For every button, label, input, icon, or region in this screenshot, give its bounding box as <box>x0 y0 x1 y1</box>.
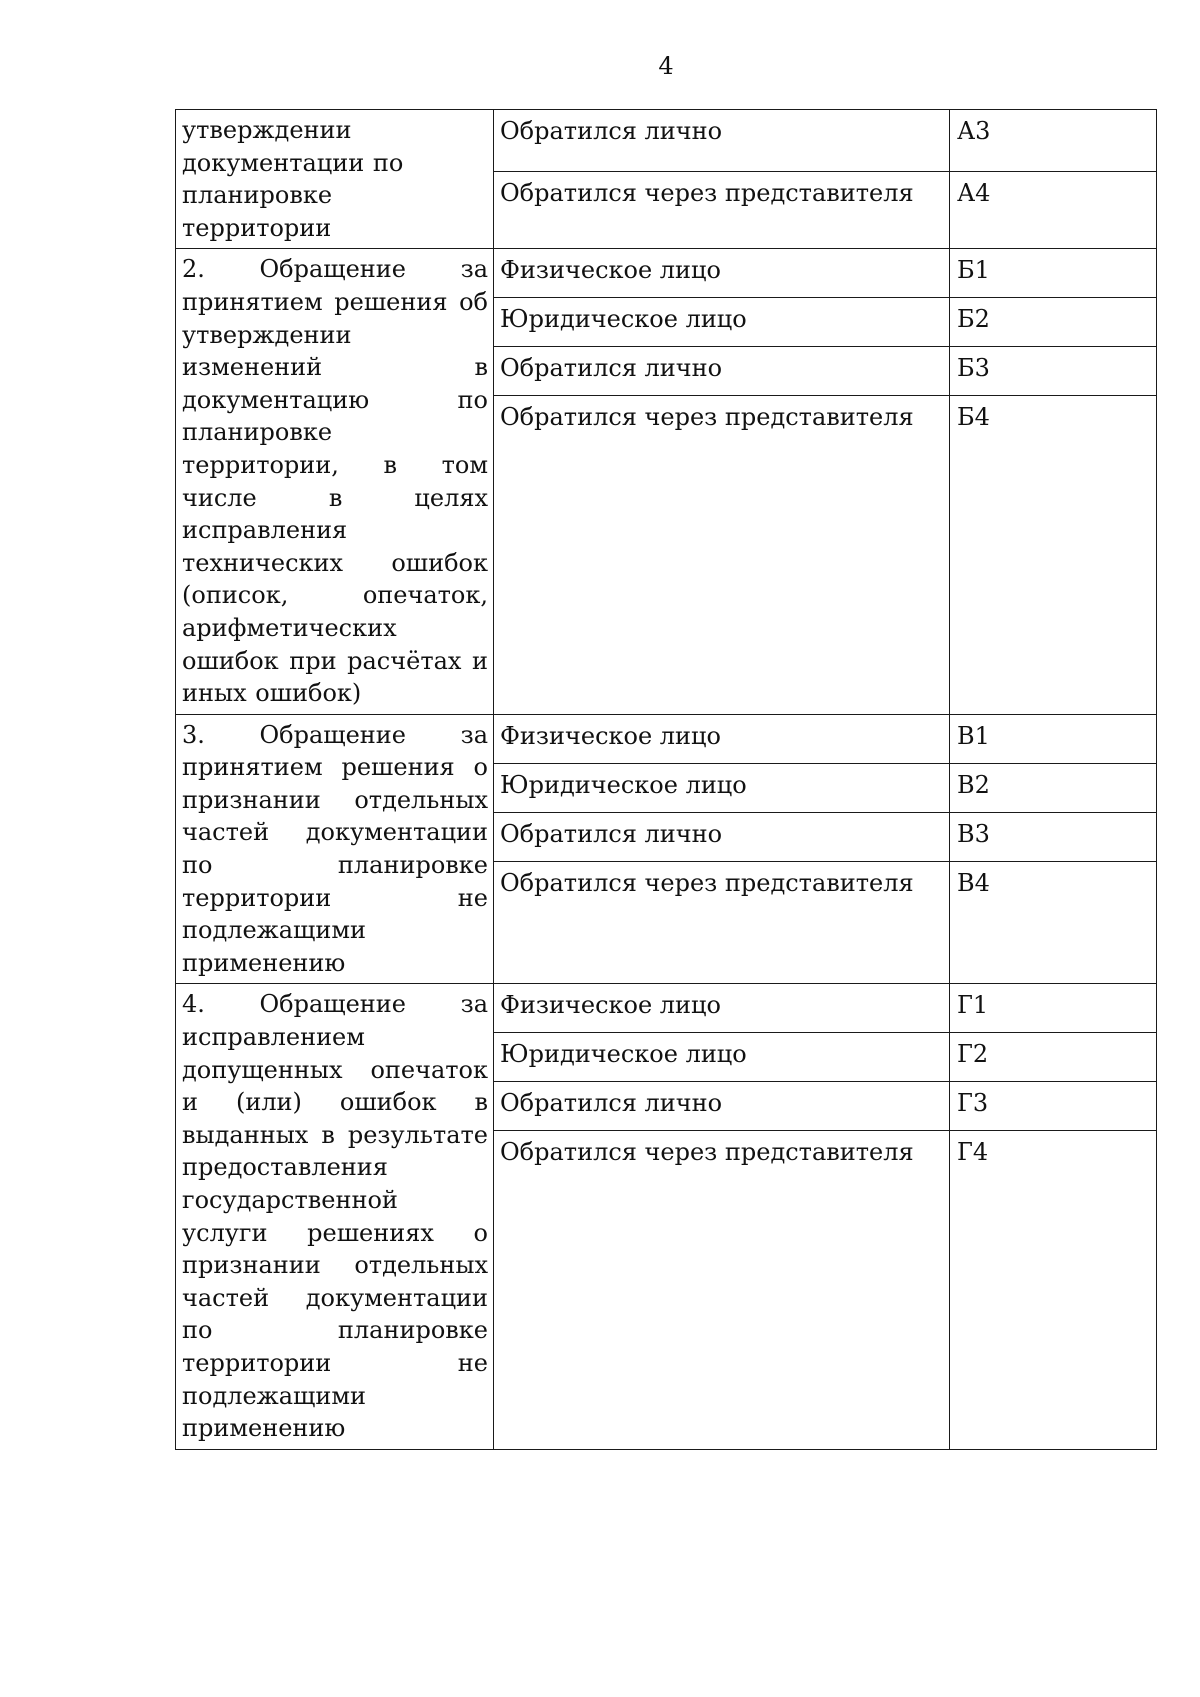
applicant-attribute-cell: Обратился через представителя <box>494 396 950 714</box>
page-number: 4 <box>658 52 674 80</box>
applicant-attribute-cell: Обратился лично <box>494 347 950 396</box>
variant-code-cell: Г1 <box>950 984 1157 1033</box>
applicant-attribute-cell: Юридическое лицо <box>494 298 950 347</box>
request-type-cell <box>176 984 494 1449</box>
service-variants-table <box>175 109 1157 1450</box>
table-row <box>176 110 1157 172</box>
variant-code-cell: Б4 <box>950 396 1157 714</box>
variant-code-cell: Г3 <box>950 1082 1157 1131</box>
applicant-attribute-cell: Физическое лицо <box>494 249 950 298</box>
variant-code-cell: В2 <box>950 763 1157 812</box>
variant-code-cell: Г2 <box>950 1033 1157 1082</box>
request-type-text: 4. Обращение за исправлением допущенных опечаток и (или) ошибок в выданных в результате предоставления государственной услуги решениях о признании отдельных частей документации по планировке территории не подлежащими применению <box>182 990 488 1443</box>
variant-code-cell: В1 <box>950 714 1157 763</box>
variant-code-cell: Б3 <box>950 347 1157 396</box>
table-row <box>176 249 1157 298</box>
applicant-attribute-cell: Юридическое лицо <box>494 763 950 812</box>
applicant-attribute-cell: Обратился лично <box>494 812 950 861</box>
applicant-attribute-cell: Обратился через представителя <box>494 1131 950 1449</box>
variant-code-cell: А4 <box>950 171 1157 249</box>
request-type-cell <box>176 110 494 249</box>
request-type-text: утверждении документации по планировке территории <box>182 116 404 242</box>
request-type-text: 2. Обращение за принятием решения об утверждении изменений в документацию по планировке территории, в том числе в целях исправления технических ошибок (описок, опечаток, арифметических ошибок при расчётах и иных ошибок) <box>182 255 488 708</box>
request-type-text: 3. Обращение за принятием решения о признании отдельных частей документации по планировке территории не подлежащими применению <box>182 720 488 977</box>
variant-code-cell: А3 <box>950 110 1157 172</box>
applicant-attribute-cell: Обратился через представителя <box>494 171 950 249</box>
table-row <box>176 984 1157 1033</box>
request-type-cell <box>176 249 494 714</box>
applicant-attribute-cell: Физическое лицо <box>494 714 950 763</box>
variant-code-cell: Б2 <box>950 298 1157 347</box>
table-row <box>176 714 1157 763</box>
applicant-attribute-cell: Обратился лично <box>494 110 950 172</box>
applicant-attribute-cell: Обратился лично <box>494 1082 950 1131</box>
applicant-attribute-cell: Обратился через представителя <box>494 861 950 984</box>
variant-code-cell: В3 <box>950 812 1157 861</box>
variant-code-cell: Б1 <box>950 249 1157 298</box>
applicant-attribute-cell: Физическое лицо <box>494 984 950 1033</box>
request-type-cell <box>176 714 494 984</box>
variant-code-cell: В4 <box>950 861 1157 984</box>
applicant-attribute-cell: Юридическое лицо <box>494 1033 950 1082</box>
variant-code-cell: Г4 <box>950 1131 1157 1449</box>
